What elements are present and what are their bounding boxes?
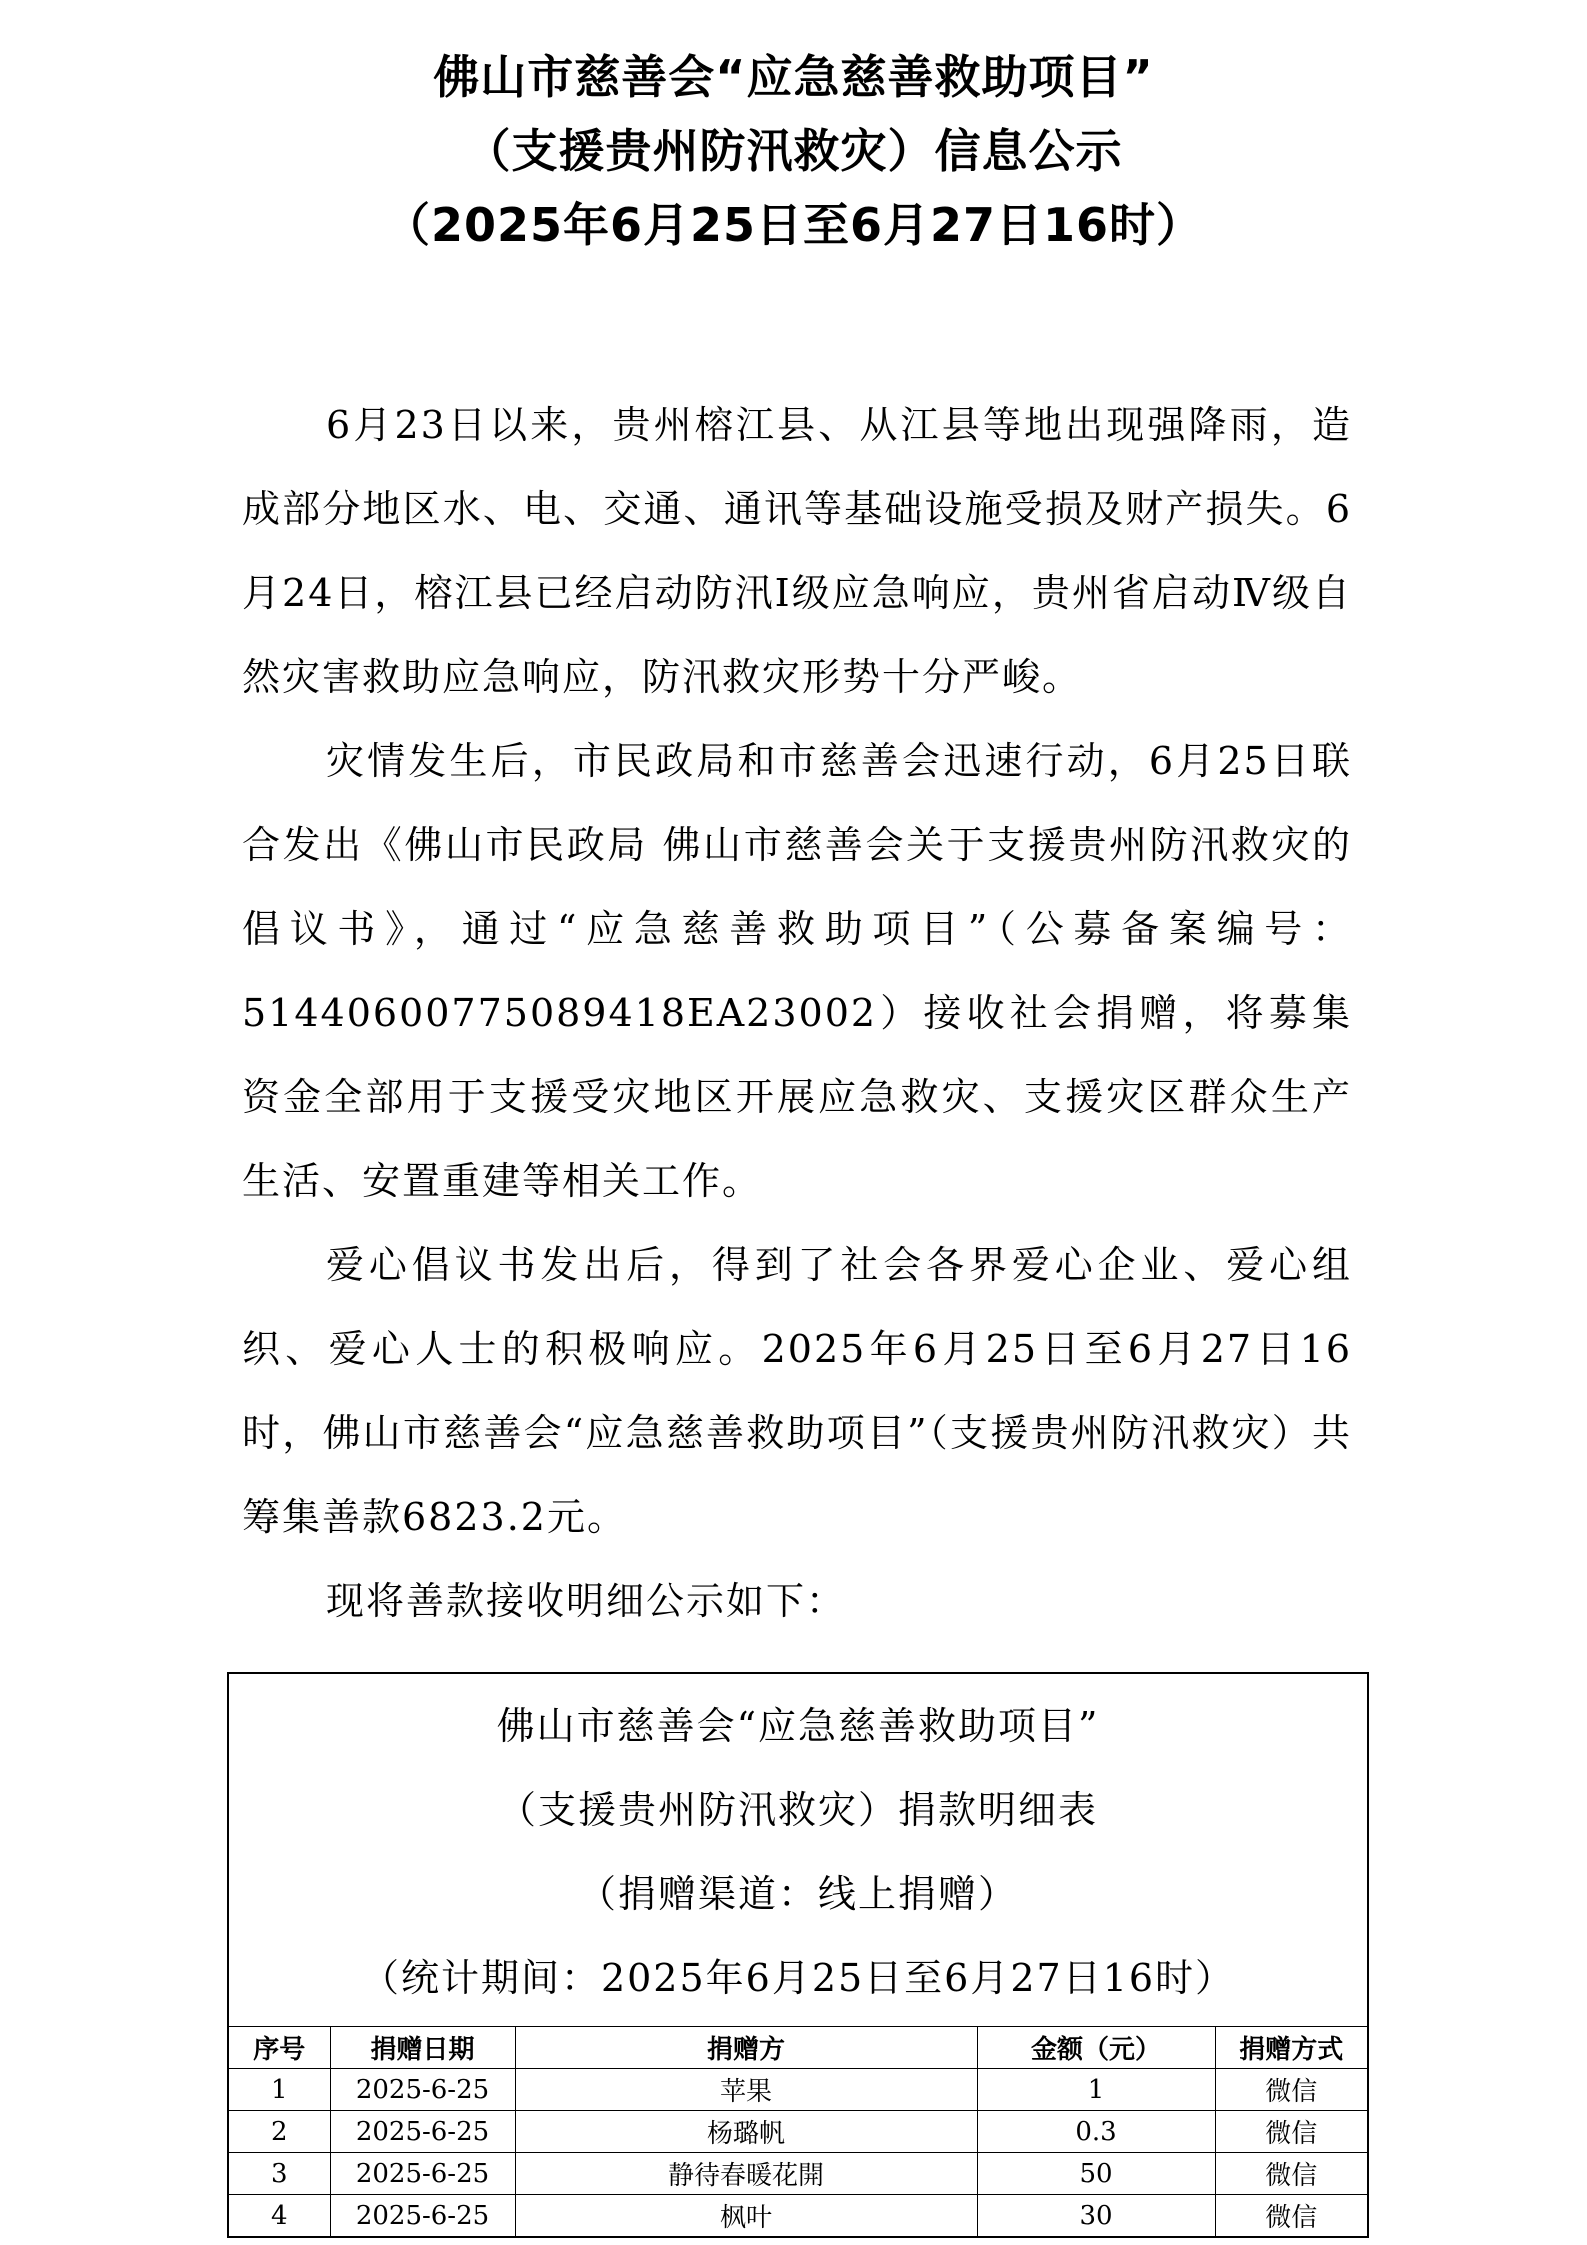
donation-table-box bbox=[227, 1672, 1369, 2238]
table-caption bbox=[229, 1674, 1367, 2026]
header-date: 捐赠日期 bbox=[330, 2027, 515, 2069]
cell-index: 1 bbox=[229, 2069, 330, 2111]
cell-date: 2025-6-25 bbox=[330, 2153, 515, 2195]
table-caption-line-4: （统计期间：2025年6月25日至6月27日16时） bbox=[360, 1956, 1236, 2000]
donation-table bbox=[229, 2026, 1367, 2236]
table-row bbox=[229, 2069, 1367, 2111]
cell-amount: 0.3 bbox=[977, 2111, 1215, 2153]
paragraph-2: 灾情发生后，市民政局和市慈善会迅速行动，6月25日联合发出《佛山市民政局 佛山市慈善会关于支援贵州防汛救灾的倡议书》，通过“应急慈善救助项目”（公募备案编号：51440600775089418EA23002）接收社会捐赠，将募集资金全部用于支援受灾地区开展应急救灾、支援灾区群众生产生活、安置重建等相关工作。 bbox=[242, 739, 1352, 1203]
cell-method: 微信 bbox=[1215, 2069, 1367, 2111]
table-header-row bbox=[229, 2027, 1367, 2069]
cell-donor: 苹果 bbox=[515, 2069, 977, 2111]
cell-date: 2025-6-25 bbox=[330, 2069, 515, 2111]
paragraph-4: 现将善款接收明细公示如下： bbox=[326, 1579, 847, 1623]
cell-donor: 静待春暖花開 bbox=[515, 2153, 977, 2195]
cell-index: 3 bbox=[229, 2153, 330, 2195]
table-row bbox=[229, 2195, 1367, 2237]
cell-donor: 枫叶 bbox=[515, 2195, 977, 2237]
title-line-1: 佛山市慈善会“应急慈善救助项目” bbox=[433, 50, 1154, 104]
cell-date: 2025-6-25 bbox=[330, 2111, 515, 2153]
cell-method: 微信 bbox=[1215, 2153, 1367, 2195]
cell-index: 4 bbox=[229, 2195, 330, 2237]
paragraph-3: 爱心倡议书发出后，得到了社会各界爱心企业、爱心组织、爱心人士的积极响应。2025年6月25日至6月27日16时，佛山市慈善会“应急慈善救助项目”（支援贵州防汛救灾）共筹集善款6823.2元。 bbox=[242, 1243, 1352, 1539]
cell-amount: 1 bbox=[977, 2069, 1215, 2111]
cell-amount: 30 bbox=[977, 2195, 1215, 2237]
header-amount: 金额（元） bbox=[977, 2027, 1215, 2069]
header-donor: 捐赠方 bbox=[515, 2027, 977, 2069]
cell-date: 2025-6-25 bbox=[330, 2195, 515, 2237]
title-line-2: （支援贵州防汛救灾）信息公示 bbox=[464, 124, 1123, 178]
document-title bbox=[0, 40, 1587, 262]
cell-donor: 杨璐帆 bbox=[515, 2111, 977, 2153]
title-line-3: （2025年6月25日至6月27日16时） bbox=[383, 198, 1204, 252]
header-index: 序号 bbox=[229, 2027, 330, 2069]
cell-method: 微信 bbox=[1215, 2111, 1367, 2153]
table-caption-line-1: 佛山市慈善会“应急慈善救助项目” bbox=[496, 1704, 1100, 1748]
paragraph-1: 6月23日以来，贵州榕江县、从江县等地出现强降雨，造成部分地区水、电、交通、通讯等基础设施受损及财产损失。6月24日，榕江县已经启动防汛Ⅰ级应急响应，贵州省启动Ⅳ级自然灾害救助应急响应，防汛救灾形势十分严峻。 bbox=[242, 403, 1352, 699]
table-caption-line-3: （捐赠渠道：线上捐赠） bbox=[577, 1872, 1018, 1916]
table-row bbox=[229, 2111, 1367, 2153]
table-caption-line-2: （支援贵州防汛救灾）捐款明细表 bbox=[497, 1788, 1098, 1832]
header-method: 捐赠方式 bbox=[1215, 2027, 1367, 2069]
body-text bbox=[242, 383, 1352, 1643]
table-row bbox=[229, 2153, 1367, 2195]
cell-method: 微信 bbox=[1215, 2195, 1367, 2237]
cell-index: 2 bbox=[229, 2111, 330, 2153]
cell-amount: 50 bbox=[977, 2153, 1215, 2195]
